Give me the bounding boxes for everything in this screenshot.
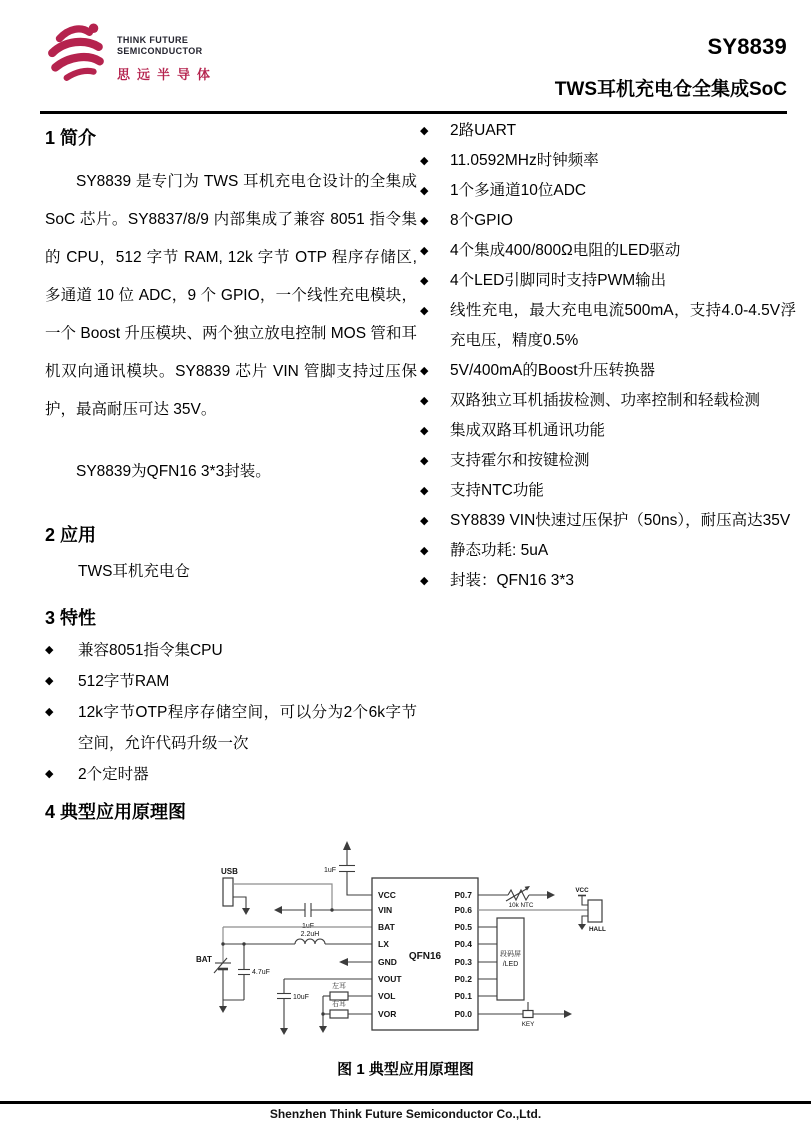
- feature-item: [420, 206, 796, 236]
- bullet-diamond-icon: ◆: [420, 275, 429, 287]
- feature-item: [45, 666, 417, 697]
- feature-text: 2个定时器: [78, 766, 149, 783]
- arrow-left-icon: [274, 906, 282, 914]
- key-label: KEY: [521, 1021, 535, 1028]
- net-vol-vor: [319, 981, 372, 1033]
- part-number: SY8839: [707, 34, 787, 59]
- company-logo: [46, 20, 217, 84]
- hall-label: HALL: [589, 926, 606, 933]
- brand-name-line2: SEMICONDUCTOR: [117, 46, 203, 56]
- arrow-right-icon: [547, 891, 555, 899]
- inductor-label: 2.2uH: [300, 931, 320, 938]
- feature-item: [420, 536, 796, 566]
- bullet-diamond-icon: ◆: [420, 395, 429, 407]
- section-heading-application: 2 应用: [45, 525, 97, 545]
- feature-text: SY8839 VIN快速过压保护（50ns），耐压高达35V: [450, 512, 791, 529]
- pin-label-p07: P0.7: [454, 890, 472, 900]
- feature-item: [420, 176, 796, 206]
- bullet-diamond-icon: ◆: [45, 768, 54, 780]
- section-heading-intro: 1 简介: [45, 128, 97, 148]
- ground-icon: [319, 1026, 327, 1033]
- battery-label: BAT: [196, 955, 212, 964]
- pin-label-bat: BAT: [378, 922, 395, 932]
- bullet-diamond-icon: ◆: [45, 675, 54, 687]
- feature-item: [45, 635, 417, 666]
- bullet-diamond-icon: ◆: [420, 215, 429, 227]
- pin-label-p04: P0.4: [454, 939, 472, 949]
- bullet-diamond-icon: ◆: [420, 455, 429, 467]
- chip-name: QFN16: [408, 951, 442, 962]
- bullet-diamond-icon: ◆: [45, 644, 54, 656]
- feature-item: [420, 236, 796, 266]
- left-ear-label: 左耳: [332, 983, 346, 990]
- bullet-diamond-icon: ◆: [420, 245, 429, 257]
- feature-item: [45, 697, 417, 759]
- feature-list-right: [420, 116, 796, 596]
- bullet-diamond-icon: ◆: [420, 575, 429, 587]
- pin-label-vin: VIN: [378, 905, 393, 915]
- display-label-line2: /LED: [502, 961, 519, 968]
- pin-label-vout: VOUT: [378, 974, 402, 984]
- cap-bat-label: 4.7uF: [252, 969, 270, 976]
- feature-item: [420, 296, 796, 356]
- ground-icon: [219, 1006, 227, 1013]
- cap-vin-label: 1uF: [301, 923, 315, 930]
- application-body: TWS耳机充电仓: [78, 563, 190, 580]
- feature-item: [420, 146, 796, 176]
- usb-label: USB: [221, 867, 238, 876]
- right-ear-label: 右耳: [332, 1001, 346, 1008]
- feature-item: [420, 386, 796, 416]
- bullet-diamond-icon: ◆: [420, 365, 429, 377]
- ground-icon: [280, 1028, 288, 1035]
- pin-label-p00: P0.0: [454, 1009, 472, 1019]
- hall-vcc-label: VCC: [575, 887, 589, 894]
- logo-text: [117, 20, 217, 83]
- feature-item: [420, 266, 796, 296]
- ground-icon: [242, 908, 250, 915]
- footer-divider: [0, 1101, 811, 1104]
- bullet-diamond-icon: ◆: [420, 185, 429, 197]
- feature-item: [420, 566, 796, 596]
- left-column: [45, 120, 417, 790]
- intro-paragraph-2: SY8839为QFN16 3*3封装。: [76, 463, 271, 480]
- bullet-diamond-icon: ◆: [420, 425, 429, 437]
- battery-branch: [196, 944, 270, 1013]
- schematic-drawing: [190, 838, 650, 1053]
- ntc-label: 10k NTC: [508, 902, 534, 909]
- feature-item: [420, 446, 796, 476]
- logo-globe-icon: [46, 20, 108, 84]
- product-title: TWS耳机充电仓全集成SoC: [554, 79, 787, 100]
- brand-name-chinese: 思远半导体: [117, 67, 218, 82]
- net-vcc: [324, 841, 372, 895]
- bullet-diamond-icon: ◆: [420, 125, 429, 137]
- usb-connector: [221, 867, 332, 915]
- cap-vcc-label: 1uF: [323, 867, 336, 874]
- feature-item: [420, 116, 796, 146]
- key-branch: [478, 1002, 572, 1028]
- pin-label-p01: P0.1: [454, 991, 472, 1001]
- bullet-diamond-icon: ◆: [420, 545, 429, 557]
- feature-text: 线性充电，最大充电电流500mA，支持4.0-4.5V浮充电压，精度0.5%: [450, 302, 796, 349]
- feature-text: 8个GPIO: [450, 212, 513, 229]
- title-block: [555, 34, 787, 101]
- feature-item: [420, 356, 796, 386]
- feature-text: 512字节RAM: [78, 673, 170, 690]
- bullet-diamond-icon: ◆: [45, 706, 54, 718]
- feature-text: 双路独立耳机插拔检测、功率控制和轻载检测: [450, 392, 761, 409]
- bullet-diamond-icon: ◆: [420, 515, 429, 527]
- brand-name-line1: THINK FUTURE: [117, 35, 189, 45]
- feature-item: [420, 416, 796, 446]
- right-column: [420, 116, 796, 596]
- cap-vout-label: 10uF: [293, 994, 309, 1001]
- arrow-right-icon: [564, 1010, 572, 1018]
- bullet-diamond-icon: ◆: [420, 485, 429, 497]
- feature-list-left: [45, 635, 417, 790]
- feature-text: 支持霍尔和按键检测: [450, 452, 590, 469]
- feature-text: 12k字节OTP程序存储空间，可以分为2个6k字节空间，允许代码升级一次: [78, 704, 417, 752]
- pin-label-p06: P0.6: [454, 905, 472, 915]
- display-block: [478, 918, 524, 1000]
- arrow-left-icon: [339, 958, 348, 966]
- display-label-line1: 段码屏: [500, 951, 521, 958]
- section-heading-features: 3 特性: [45, 608, 97, 628]
- pin-label-vcc: VCC: [378, 890, 396, 900]
- intro-paragraph-1: SY8839 是专门为 TWS 耳机充电仓设计的全集成 SoC 芯片。SY8837/8/9 内部集成了兼容 8051 指令集的 CPU，512 字节 RAM, 12k 字节 OTP 程序存储区,多通道 10 位 ADC，9 个 GPIO，一个线性充电模块，一个 Boost 升压模块、两个独立放电控制 MOS 管和耳机双向通讯模块。SY8839 芯片 VIN 管脚支持过压保护，最高耐压可达 35V。: [45, 173, 417, 418]
- pin-label-p03: P0.3: [454, 957, 472, 967]
- feature-text: 兼容8051指令集CPU: [78, 642, 223, 659]
- header-divider: [40, 111, 787, 114]
- net-vin: [274, 903, 372, 930]
- feature-text: 5V/400mA的Boost升压转换器: [450, 362, 656, 379]
- feature-text: 静态功耗: 5uA: [450, 542, 549, 559]
- bullet-diamond-icon: ◆: [420, 305, 429, 317]
- feature-item: [420, 476, 796, 506]
- feature-item: [420, 506, 796, 536]
- feature-text: 集成双路耳机通讯功能: [450, 422, 606, 439]
- ntc-branch: [478, 886, 555, 909]
- chip-qfn16: [372, 878, 478, 1030]
- feature-text: 4个集成400/800Ω电阻的LED驱动: [450, 242, 681, 259]
- pin-label-p02: P0.2: [454, 974, 472, 984]
- pin-label-p05: P0.5: [454, 922, 472, 932]
- application-schematic: [190, 838, 650, 1053]
- feature-text: 2路UART: [450, 122, 517, 139]
- net-gnd: [339, 958, 372, 966]
- pin-label-vol: VOL: [378, 991, 396, 1001]
- feature-text: 封装：QFN16 3*3: [450, 572, 575, 589]
- feature-text: 1个多通道10位ADC: [450, 182, 587, 199]
- feature-text: 4个LED引脚同时支持PWM输出: [450, 272, 667, 289]
- pin-label-vor: VOR: [378, 1009, 397, 1019]
- pin-label-lx: LX: [378, 939, 389, 949]
- bullet-diamond-icon: ◆: [420, 155, 429, 167]
- section-heading-schematic: 4 典型应用原理图: [45, 802, 187, 822]
- feature-text: 11.0592MHz时钟频率: [450, 152, 599, 169]
- ground-icon: [578, 924, 586, 930]
- feature-text: 支持NTC功能: [450, 482, 544, 499]
- figure-caption: 图 1 典型应用原理图: [337, 1061, 474, 1078]
- pin-label-gnd: GND: [378, 957, 397, 967]
- feature-item: [45, 759, 417, 790]
- footer-company: Shenzhen Think Future Semiconductor Co.,Ltd.: [269, 1107, 542, 1121]
